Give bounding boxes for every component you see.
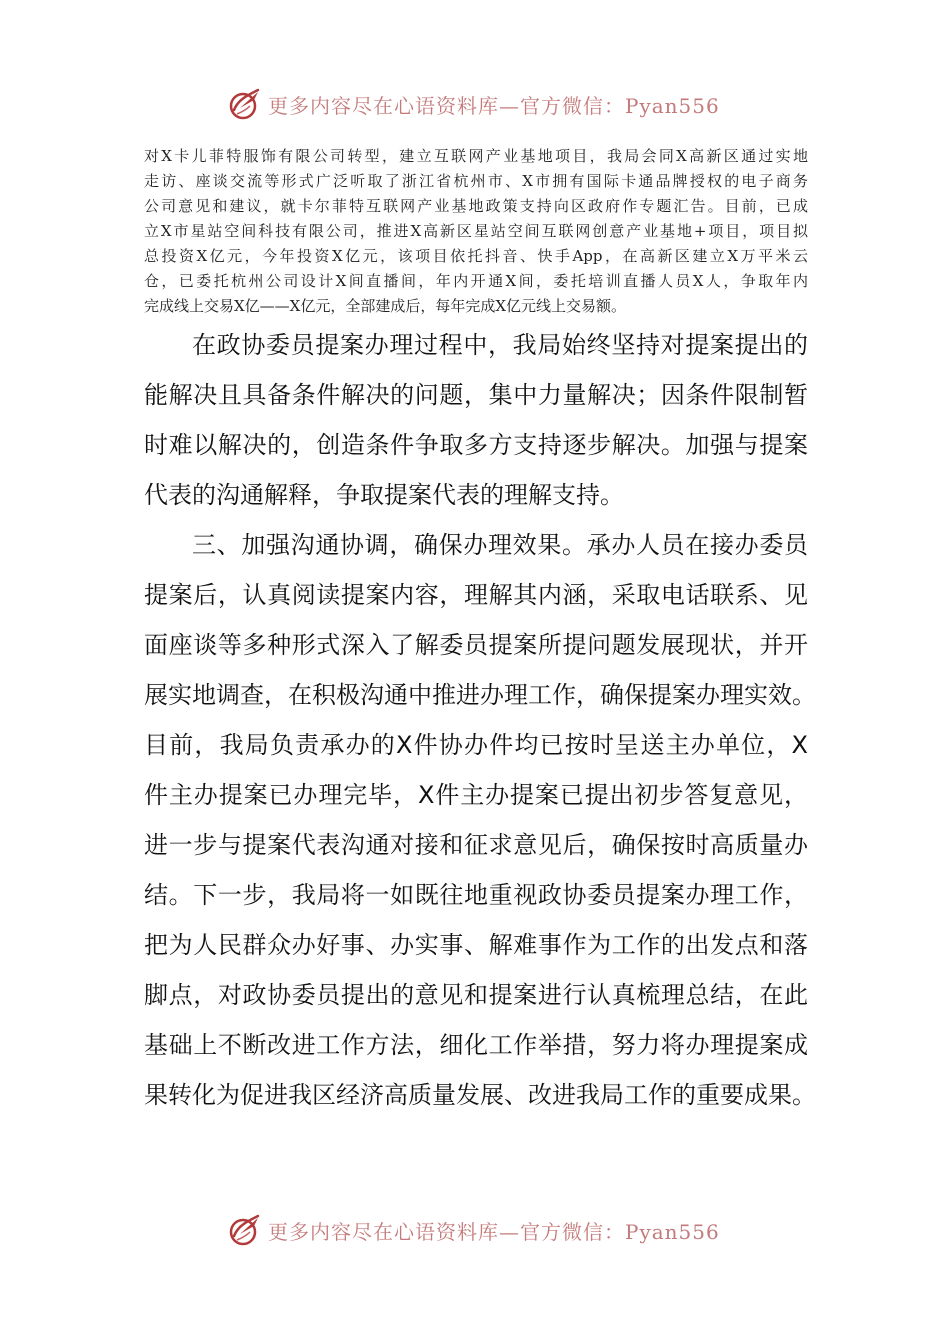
text-line: 走访、座谈交流等形式广泛听取了浙江省杭州市、X市拥有国际卡通品牌授权的电子商务 — [144, 172, 808, 190]
text-line: 结。下一步，我局将一如既往地重视政协委员提案办理工作， — [144, 881, 808, 909]
text-line: 把为人民群众办好事、办实事、解难事作为工作的出发点和落 — [144, 931, 808, 959]
text-line: 脚点，对政协委员提出的意见和提案进行认真梳理总结，在此 — [144, 981, 808, 1009]
pen-logo-icon — [228, 1212, 264, 1248]
text-line: 能解决且具备条件解决的问题，集中力量解决；因条件限制暂 — [144, 381, 808, 409]
text-line: 提案后，认真阅读提案内容，理解其内涵，采取电话联系、见 — [144, 581, 808, 609]
text-line: 时难以解决的，创造条件争取多方支持逐步解决。加强与提案 — [144, 431, 808, 459]
text-line: 对X卡儿菲特服饰有限公司转型，建立互联网产业基地项目，我局会同X高新区通过实地 — [144, 147, 808, 165]
watermark-text: 更多内容尽在心语资料库—官方微信：Pyan556 — [268, 93, 720, 118]
watermark-banner-bottom — [228, 1210, 748, 1250]
text-line: 代表的沟通解释，争取提案代表的理解支持。 — [144, 481, 624, 509]
paragraph-2 — [144, 520, 816, 1120]
text-line: 目前，我局负责承办的X件协办件均已按时呈送主办单位，X — [144, 731, 808, 759]
text-line: 公司意见和建议，就卡尔菲特互联网产业基地政策支持向区政府作专题汇告。目前，已成 — [144, 197, 808, 215]
text-line: 在政协委员提案办理过程中，我局始终坚持对提案提出的 — [192, 331, 808, 359]
text-line: 果转化为促进我区经济高质量发展、改进我局工作的重要成果。 — [144, 1081, 816, 1109]
text-line: 基础上不断改进工作方法，细化工作举措，努力将办理提案成 — [144, 1031, 808, 1059]
text-line: 立X市星站空间科技有限公司，推进X高新区星站空间互联网创意产业基地+项目，项目拟 — [144, 222, 808, 240]
paragraph-1 — [144, 320, 808, 520]
text-line: 总投资X亿元，今年投资X亿元，该项目依托抖音、快手App，在高新区建立X万平米云 — [144, 247, 808, 265]
watermark-text: 更多内容尽在心语资料库—官方微信：Pyan556 — [268, 1219, 720, 1244]
pen-logo-icon — [228, 86, 264, 122]
text-line: 件主办提案已办理完毕，X件主办提案已提出初步答复意见， — [144, 781, 808, 809]
text-line: 三、加强沟通协调，确保办理效果。承办人员在接办委员 — [192, 531, 808, 559]
text-line: 完成线上交易X亿——X亿元，全部建成后，每年完成X亿元线上交易额。 — [144, 297, 627, 315]
watermark-banner-top — [228, 84, 748, 124]
small-paragraph — [144, 144, 808, 319]
text-line: 面座谈等多种形式深入了解委员提案所提问题发展现状，并开 — [144, 631, 808, 659]
text-line: 进一步与提案代表沟通对接和征求意见后，确保按时高质量办 — [144, 831, 808, 859]
text-line: 展实地调查，在积极沟通中推进办理工作，确保提案办理实效。 — [144, 681, 816, 709]
text-line: 仓，已委托杭州公司设计X间直播间，年内开通X间，委托培训直播人员X人，争取年内 — [144, 272, 808, 290]
